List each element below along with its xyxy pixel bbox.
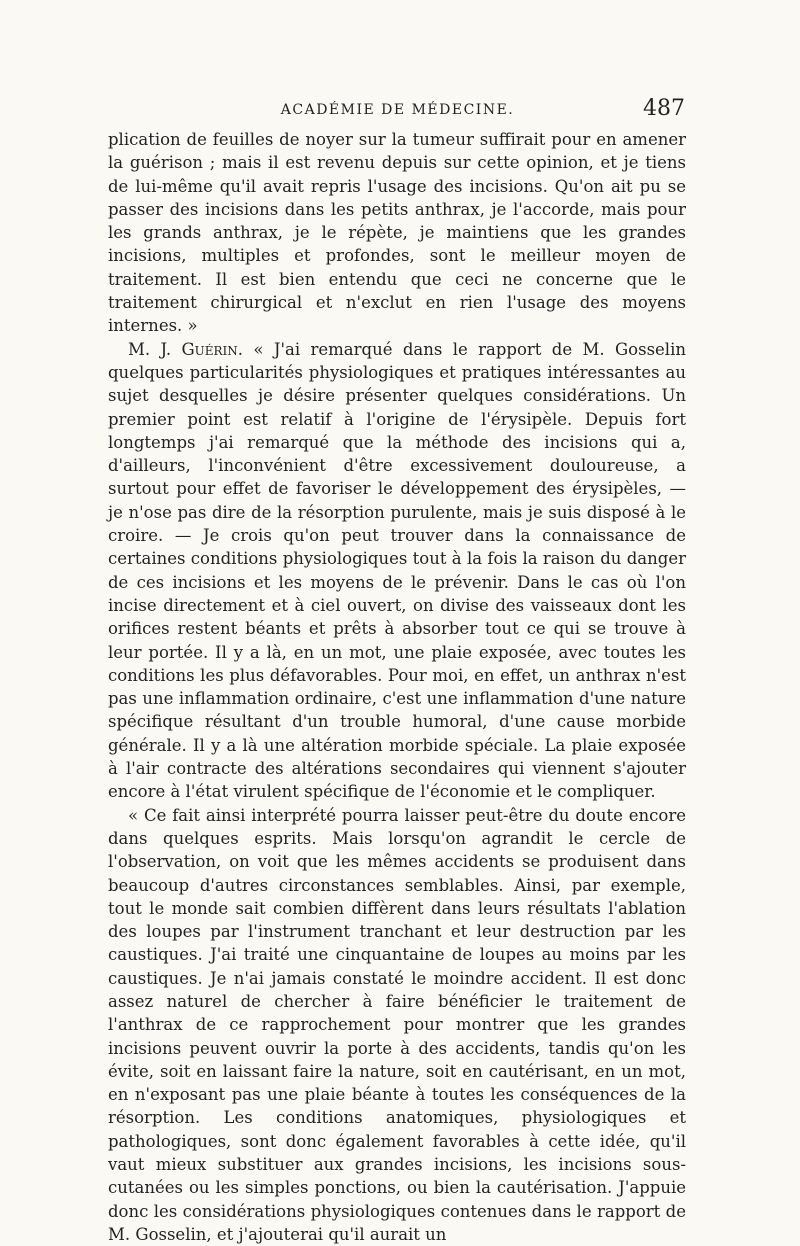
- paragraph-2: [108, 338, 686, 804]
- paragraph-1: plication de feuilles de noyer sur la tumeur suffirait pour en amener la guérison ; mais il est revenu depuis sur cette opinion, et je tiens de lui-même qu'il avait repris l'usage des incisions. Qu'on ait pu se passer des incisions dans les petits anthrax, je l'accorde, mais pour les grands anthrax, je le répète, je maintiens que les grandes incisions, multiples et profondes, sont le meilleur moyen de traitement. Il est bien entendu que ceci ne concerne que le traitement chirurgical et n'exclut en rien l'usage des moyens internes. »: [108, 130, 686, 336]
- running-title: ACADÉMIE DE MÉDECINE.: [280, 102, 515, 118]
- speaker-name: M. J. Guérin.: [128, 339, 244, 359]
- body-text: [108, 128, 686, 1246]
- page-header: [110, 96, 685, 124]
- page-number: 487: [643, 96, 685, 121]
- paragraph-2-text: « J'ai remarqué dans le rapport de M. Gosselin quelques particularités physiologiques et pratiques intéressantes au sujet desquelles je désire présenter quelques considérations. Un premier point est relatif à l'origine de l'érysipèle. Depuis fort longtemps j'ai remarqué que la méthode des incisions qui a, d'ailleurs, l'inconvénient d'être excessivement douloureuse, a surtout pour effet de favoriser le développement des érysipèles, — je n'ose pas dire de la résorption purulente, mais je suis disposé à le croire. — Je crois qu'on peut trouver dans la connaissance de certaines conditions physiologiques tout à la fois la raison du danger de ces incisions et les moyens de le prévenir. Dans le cas où l'on incise directement et à ciel ouvert, on divise des vaisseaux dont les orifices restent béants et prêts à absorber tout ce qui se trouve à leur portée. Il y a là, en un mot, une plaie exposée, avec toutes les conditions les plus défavorables. Pour moi, en effet, un anthrax n'est pas une inflammation ordinaire, c'est une inflammation d'une nature spécifique résultant d'un trouble humoral, d'une cause morbide générale. Il y a là une altération morbide spéciale. La plaie exposée à l'air contracte des altérations secondaires qui viennent s'ajouter encore à l'état virulent spécifique de l'économie et le compliquer.: [108, 339, 686, 802]
- paragraph-3: « Ce fait ainsi interprété pourra laisser peut-être du doute encore dans quelques esprits. Mais lorsqu'on agrandit le cercle de l'observation, on voit que les mêmes accidents se produisent dans beaucoup d'autres circonstances semblables. Ainsi, par exemple, tout le monde sait combien diffèrent dans leurs résultats l'ablation des loupes par l'instrument tranchant et leur destruction par les caustiques. J'ai traité une cinquantaine de loupes au moins par les caustiques. Je n'ai jamais constaté le moindre accident. Il est donc assez naturel de chercher à faire bénéficier le traitement de l'anthrax de ce rapprochement pour montrer que les grandes incisions peuvent ouvrir la porte à des accidents, tandis qu'on les évite, soit en laissant faire la nature, soit en cautérisant, en un mot, en n'exposant pas une plaie béante à toutes les conséquences de la résorption. Les conditions anatomiques, physiologiques et pathologiques, sont donc également favorables à cette idée, qu'il vaut mieux substituer aux grandes incisions, les incisions sous-cutanées ou les simples ponctions, ou bien la cautérisation. J'appuie donc les considérations physiologiques contenues dans le rapport de M. Gosselin, et j'ajouterai qu'il aurait un: [108, 805, 686, 1244]
